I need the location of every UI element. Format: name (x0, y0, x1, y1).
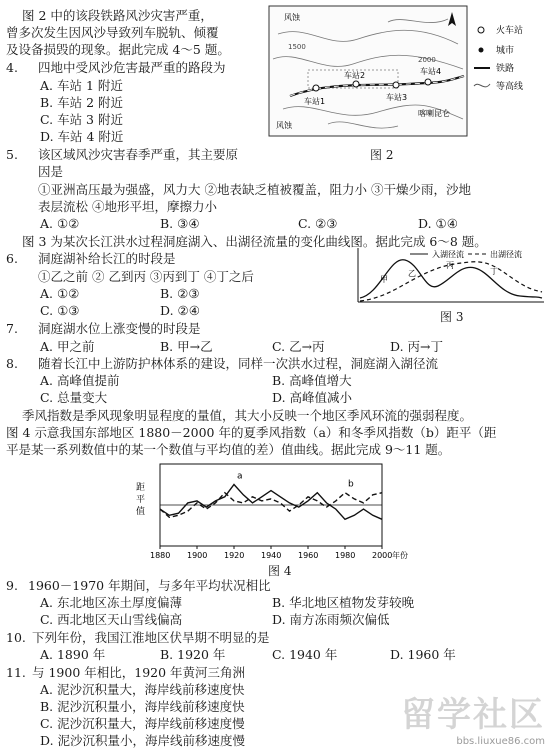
q11-option-c: C. 泥沙沉积量大，海岸线前移速度慢 (40, 716, 245, 731)
fig4-tick-label-6: 2000 (372, 551, 393, 560)
q5-number: 5. (6, 147, 18, 162)
intro-line-2: 曾多次发生因风沙导致列车脱轨、倾覆 (6, 25, 219, 40)
fig2-label-5: 喀喇昆仑 (418, 109, 450, 118)
fig3-point-3: 丁 (490, 267, 498, 276)
q6-option-d: D. ②④ (160, 303, 200, 318)
figure-3-caption: 图 3 (440, 310, 464, 324)
watermark-brand: 留学社区 (401, 695, 545, 735)
legend-contour: 等高线 (496, 82, 524, 92)
fig4-tick-label-1: 1900 (187, 551, 208, 560)
q5-choices-1: ①亚洲高压最为强盛，风力大 ②地表缺乏植被覆盖，阻力小 ③干燥少雨，沙地 (38, 182, 471, 197)
intro-9-11-line-1: 季风指数是季风现象明显程度的量值，其大小反映一个地区季风环流的强弱程度。 (22, 408, 473, 423)
q5-option-b: B. ③④ (160, 216, 200, 231)
intro-6-8: 图 3 为某次长江洪水过程洞庭湖入、出湖径流量的变化曲线图。据此完成 6～8 题。 (22, 234, 487, 249)
q11-stem: 与 1900 年相比，1920 年黄河三角洲 (32, 665, 246, 680)
fig2-label-0: 风蚀 (284, 13, 300, 22)
legend-city: 城市 (496, 46, 515, 56)
fig3-legend-in: 入湖径流 (432, 250, 464, 259)
fig3-point-0: 甲 (380, 275, 388, 284)
q5-option-c: C. ②③ (298, 216, 338, 231)
figure-2-caption: 图 2 (370, 148, 394, 162)
figure-4-caption: 图 4 (268, 564, 292, 578)
q4-option-a: A. 车站 1 附近 (40, 78, 123, 93)
q6-option-b: B. ②③ (160, 286, 200, 301)
q8-option-d: D. 高峰值减小 (272, 390, 353, 405)
figure-4-chart (130, 458, 430, 562)
q8-option-b: B. 高峰值增大 (272, 373, 352, 388)
fig4-tick-label-0: 1880 (150, 551, 171, 560)
fig2-label-4: 车站4 (420, 67, 442, 76)
q9-stem: 1960－1970 年期间，与多年平均状况相比 (28, 578, 271, 593)
q10-option-b: B. 1920 年 (160, 647, 226, 662)
q9-option-b: B. 华北地区植物发芽较晚 (272, 595, 415, 610)
q7-option-d: D. 丙→丁 (390, 339, 443, 354)
legend-railway: 铁路 (496, 64, 515, 74)
q10-number: 10. (6, 630, 26, 645)
q10-stem: 下列年份，我国江淮地区伏旱期不明显的是 (32, 630, 270, 645)
q4-option-c: C. 车站 3 附近 (40, 112, 123, 127)
q9-option-d: D. 南方冻雨频次偏低 (272, 612, 390, 627)
figure-3-chart (350, 246, 546, 308)
q6-choices: ①乙之前 ② 乙到丙 ③丙到丁 ④丁之后 (38, 269, 254, 284)
intro-line-1: 图 2 中的该段铁路风沙灾害严重， (22, 8, 213, 23)
q7-option-b: B. 甲→乙 (160, 339, 213, 354)
q7-option-c: C. 乙→丙 (272, 339, 325, 354)
fig4-tick-label-2: 1920 (224, 551, 245, 560)
q6-option-a: A. ①② (40, 286, 80, 301)
fig4-ylabel-1: 距 (136, 483, 146, 493)
q5-option-a: A. ①② (40, 216, 80, 231)
fig2-label-3: 车站3 (386, 93, 408, 102)
q8-number: 8. (6, 356, 18, 371)
legend-station: 火车站 (496, 26, 524, 36)
q8-stem: 随着长江中上游防护林体系的建设，同样一次洪水过程，洞庭湖入湖径流 (38, 356, 439, 371)
q11-number: 11. (6, 665, 26, 680)
q6-option-c: C. ①③ (40, 303, 80, 318)
figure-2-map (268, 4, 546, 154)
fig4-tick-label-3: 1940 (261, 551, 282, 560)
q10-option-a: A. 1890 年 (40, 647, 106, 662)
watermark (401, 687, 545, 747)
intro-9-11-line-3: 平是某一系列数值中的某一个数值与平均值的差）值曲线。据此完成 9～11 题。 (6, 442, 451, 457)
q7-option-a: A. 甲之前 (40, 339, 95, 354)
fig2-label-8: 风蚀 (276, 121, 292, 130)
q5-option-d: D. ①④ (418, 216, 458, 231)
fig3-point-1: 乙 (408, 269, 416, 278)
fig4-tick-label-5: 1980 (335, 551, 356, 560)
fig4-ylabel-3: 值 (136, 507, 146, 517)
q4-option-d: D. 车站 4 附近 (40, 129, 124, 144)
intro-9-11-line-2: 图 4 示意我国东部地区 1880－2000 年的夏季风指数（a）和冬季风指数（b）距平（距 (6, 425, 497, 440)
fig4-series-label-b: b (348, 479, 354, 490)
q11-option-d: D. 泥沙沉积量小，海岸线前移速度慢 (40, 733, 246, 748)
fig2-label-6: 1500 (288, 43, 306, 51)
q4-number: 4. (6, 60, 18, 75)
q4-stem: 四地中受风沙危害最严重的路段为 (38, 60, 226, 75)
fig4-xlabel: 年份 (392, 551, 408, 560)
q7-stem: 洞庭湖水位上涨变慢的时段是 (38, 321, 201, 336)
watermark-url: bbs.liuxue86.com (456, 736, 545, 747)
fig4-ylabel-2: 平 (136, 495, 146, 505)
q6-number: 6. (6, 251, 18, 266)
q9-option-a: A. 东北地区冻土厚度偏薄 (40, 595, 182, 610)
q10-option-d: D. 1960 年 (390, 647, 456, 662)
fig2-label-2: 车站2 (344, 71, 366, 80)
fig2-label-1: 车站1 (304, 97, 326, 106)
q8-option-a: A. 高峰值提前 (40, 373, 120, 388)
fig4-series-a (160, 485, 382, 520)
fig3-point-2: 丙 (446, 261, 454, 270)
q9-option-c: C. 西北地区天山雪线偏高 (40, 612, 183, 627)
fig2-label-7: 2000 (418, 56, 436, 64)
q7-number: 7. (6, 321, 18, 336)
q5-choices-2: 表层流松 ④地形平坦，摩擦力小 (38, 199, 217, 214)
q9-number: 9. (6, 578, 18, 593)
q10-option-c: C. 1940 年 (272, 647, 338, 662)
q5-stem-1: 该区域风沙灾害春季严重，其主要原 (38, 147, 239, 162)
fig4-series-label-a: a (237, 471, 243, 482)
q6-stem: 洞庭湖补给长江的时段是 (38, 251, 176, 266)
fig4-tick-label-4: 1960 (298, 551, 319, 560)
q5-stem-2: 因是 (38, 164, 64, 179)
q11-option-b: B. 泥沙沉积量小，海岸线前移速度快 (40, 699, 245, 714)
intro-line-3: 及设备损毁的现象。据此完成 4～5 题。 (6, 42, 230, 57)
fig3-legend-out: 出湖径流 (490, 250, 522, 259)
q11-option-a: A. 泥沙沉积量大，海岸线前移速度快 (40, 682, 245, 697)
q8-option-c: C. 总量变大 (40, 390, 108, 405)
q4-option-b: B. 车站 2 附近 (40, 95, 124, 110)
